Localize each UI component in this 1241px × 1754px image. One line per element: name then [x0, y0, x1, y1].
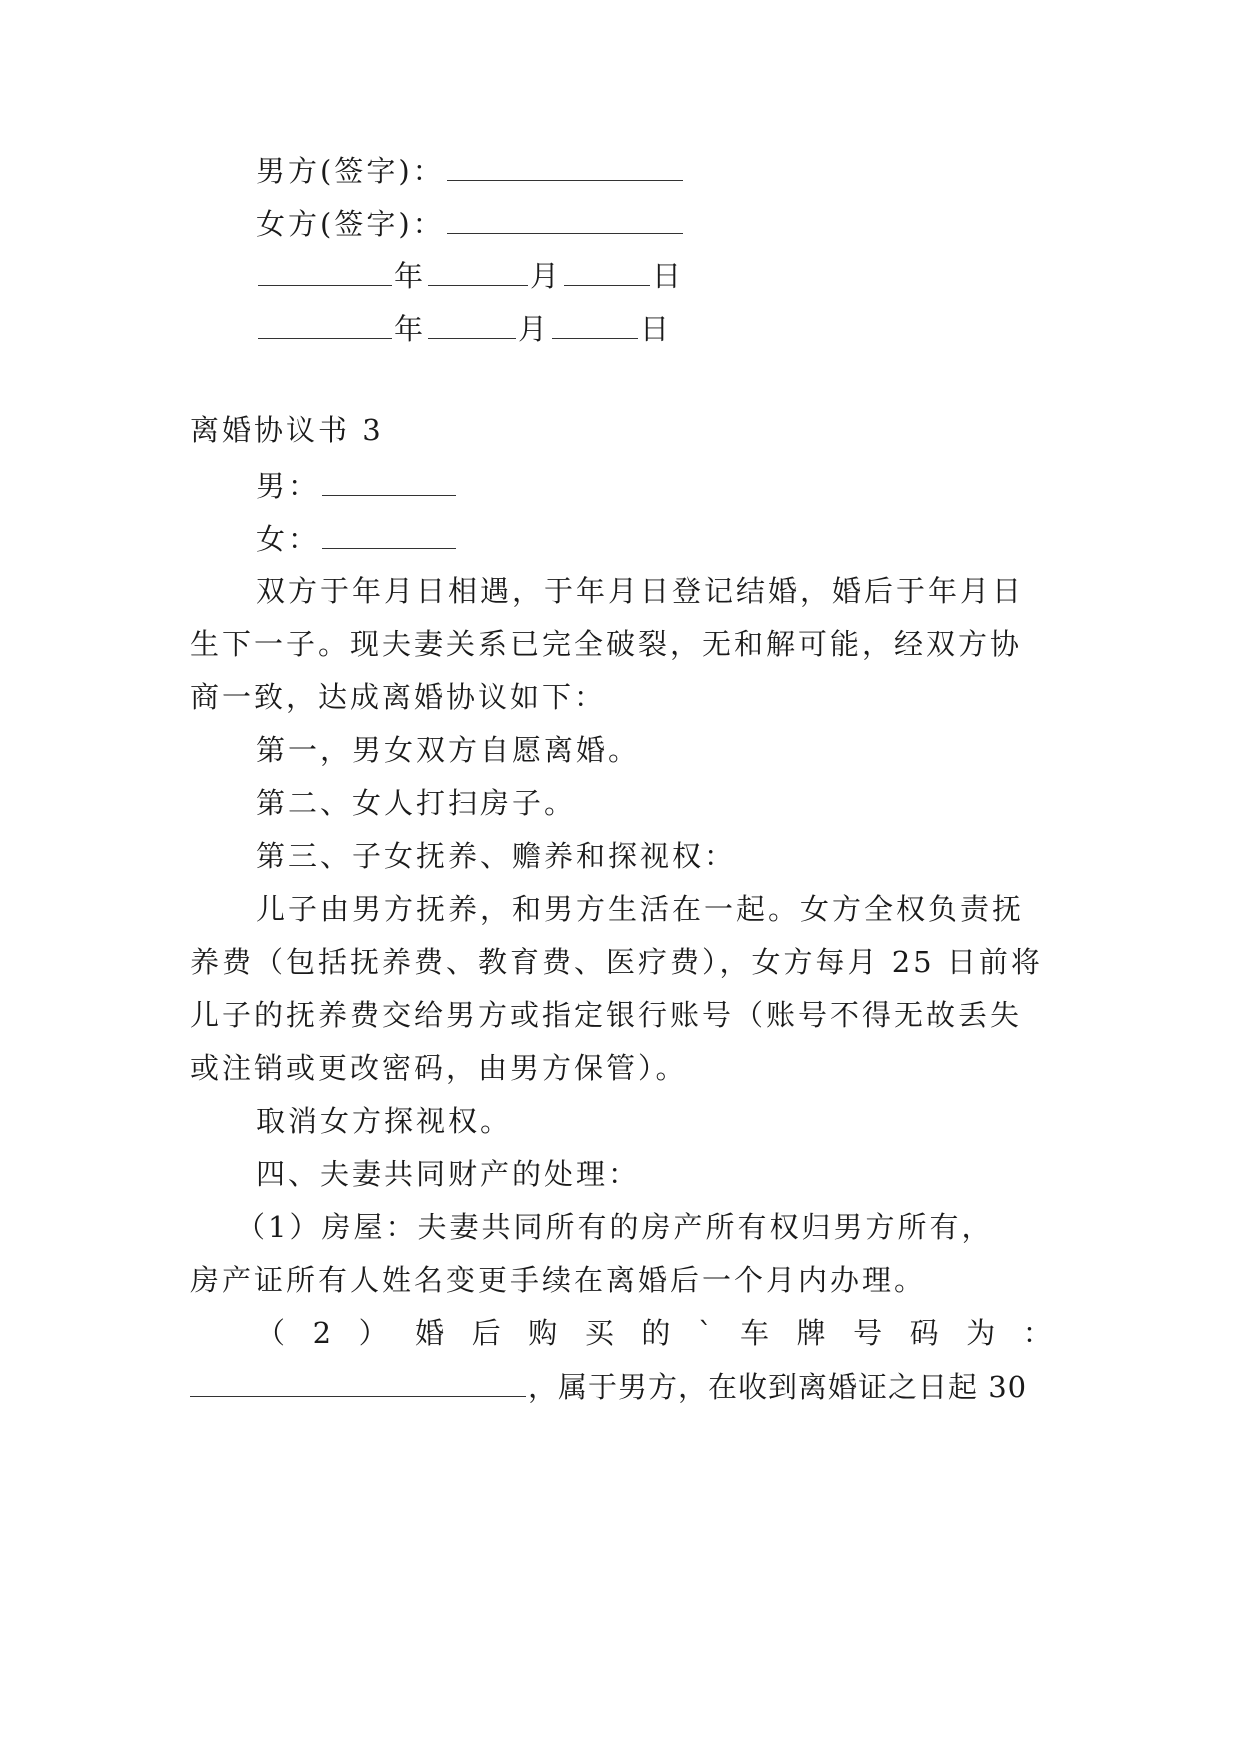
clause-4: 四、夫妻共同财产的处理：: [256, 1157, 641, 1191]
car-char: 买: [584, 1316, 614, 1350]
day-label: 日: [652, 259, 685, 293]
car-char: 牌: [796, 1316, 826, 1350]
female-party-blank[interactable]: [322, 518, 456, 549]
car-char: 后: [471, 1316, 501, 1350]
year-blank[interactable]: [258, 308, 392, 339]
car-char: 码: [909, 1316, 939, 1350]
male-signature-label: 男方(签字)：: [256, 154, 445, 188]
year-label: 年: [394, 259, 427, 293]
custody-line: 或注销或更改密码，由男方保管）。: [190, 1051, 688, 1085]
female-signature-label: 女方(签字)：: [256, 207, 445, 241]
no-visitation: 取消女方探视权。: [256, 1104, 513, 1138]
female-signature-line: [256, 203, 1052, 244]
date-line-2: [256, 308, 1052, 349]
female-party-label: 女：: [256, 522, 321, 556]
car-line-justified: [256, 1313, 1052, 1353]
agreement-title: 离婚协议书 3: [190, 413, 384, 447]
clause-1: 第一，男女双方自愿离婚。: [256, 733, 641, 767]
car-char: 车: [739, 1316, 769, 1350]
custody-line: 儿子由男方抚养，和男方生活在一起。女方全权负责抚: [256, 892, 1025, 926]
house-line: （1）房屋：夫妻共同所有的房产所有权归男方所有，: [236, 1210, 994, 1244]
clause-2: 第二、女人打扫房子。: [256, 786, 577, 820]
car-char: 的: [641, 1316, 671, 1350]
month-blank[interactable]: [428, 308, 516, 339]
female-signature-blank[interactable]: [447, 203, 683, 234]
car-char: （: [256, 1316, 286, 1350]
car-char: 购: [528, 1316, 558, 1350]
month-blank[interactable]: [428, 255, 528, 286]
male-party-blank[interactable]: [322, 465, 456, 496]
car-char: ）: [358, 1316, 388, 1350]
car-char: ：: [1022, 1316, 1052, 1350]
car-char: 2: [312, 1316, 332, 1350]
month-label: 月: [518, 312, 551, 346]
clause-3: 第三、子女抚养、赡养和探视权：: [256, 839, 737, 873]
year-label: 年: [394, 312, 427, 346]
day-label: 日: [640, 312, 673, 346]
intro-line: 生下一子。现夫妻关系已完全破裂，无和解可能，经双方协: [190, 627, 1023, 661]
month-label: 月: [530, 259, 563, 293]
car-line-2-text: ，属于男方，在收到离婚证之日起 30: [528, 1370, 1028, 1404]
car-char: 为: [966, 1316, 996, 1350]
custody-line: 养费（包括抚养费、教育费、医疗费），女方每月 25 日前将: [190, 945, 1043, 979]
custody-line: 儿子的抚养费交给男方或指定银行账号（账号不得无故丢失: [190, 998, 1023, 1032]
day-blank[interactable]: [564, 255, 650, 286]
car-line-2: [190, 1366, 1052, 1407]
male-signature-line: [256, 150, 1052, 191]
male-party-label: 男：: [256, 469, 321, 503]
car-char: 婚: [415, 1316, 445, 1350]
intro-line: 双方于年月日相遇，于年月日登记结婚，婚后于年月日: [256, 574, 1025, 608]
house-line: 房产证所有人姓名变更手续在离婚后一个月内办理。: [190, 1263, 927, 1297]
female-party-line: [256, 518, 1052, 559]
car-char: 号: [853, 1316, 883, 1350]
date-line-1: [256, 255, 1052, 296]
male-party-line: [256, 465, 1052, 506]
intro-line: 商一致，达成离婚协议如下：: [190, 680, 607, 714]
year-blank[interactable]: [258, 255, 392, 286]
day-blank[interactable]: [552, 308, 638, 339]
car-char: `: [697, 1316, 713, 1350]
male-signature-blank[interactable]: [447, 150, 683, 181]
plate-number-blank[interactable]: [190, 1366, 526, 1397]
